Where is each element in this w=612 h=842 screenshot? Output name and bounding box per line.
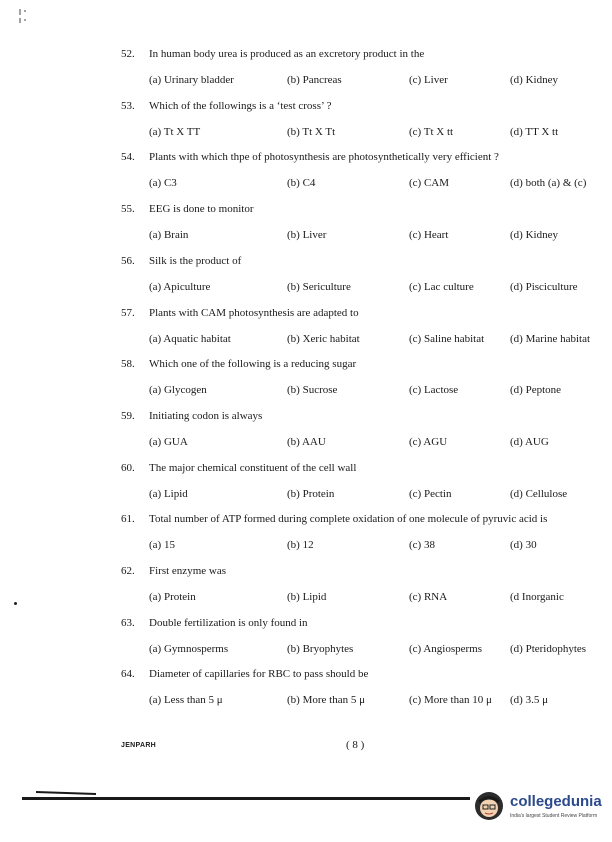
answer-option: (a) Brain (149, 229, 189, 242)
brand-tagline: India's largest Student Review Platform (510, 813, 598, 819)
question-text: Silk is the product of (149, 254, 242, 267)
question-line (0, 666, 612, 682)
exam-code: JENPARH (121, 742, 157, 749)
answer-option: (b) Xeric habitat (287, 332, 360, 345)
question-number: 52. (121, 48, 135, 60)
answer-option: (c) Pectin (409, 487, 452, 500)
question-line (0, 305, 612, 321)
question-line (0, 460, 612, 476)
question-number: 58. (121, 358, 135, 371)
answer-option: (a) Tt X TT (149, 125, 201, 138)
question-number: 54. (121, 151, 135, 164)
answer-option: (d) Peptone (510, 384, 562, 397)
answer-option: (c) Heart (409, 229, 449, 242)
question-text: The major chemical constituent of the cell wall (149, 461, 357, 474)
answer-option: (d) Pteridophytes (510, 642, 587, 655)
answer-option: (b) Tt X Tt (287, 125, 336, 138)
answer-option: (d) Kidney (510, 74, 558, 86)
answer-option: (b) Pancreas (287, 74, 342, 86)
answer-option: (d) AUG (510, 435, 549, 448)
question-text: Plants with CAM photosynthesis are adapted to (149, 306, 359, 319)
question-line (0, 615, 612, 631)
answer-option: (b) Bryophytes (287, 642, 354, 655)
answer-option: (b) C4 (287, 177, 316, 190)
question-line (0, 356, 612, 372)
answer-option: (b) Sucrose (287, 384, 338, 397)
question-number: 57. (121, 306, 135, 319)
answer-option: (b) AAU (287, 435, 326, 448)
answer-option: (a) Protein (149, 591, 196, 603)
answer-option: (b) Sericulture (287, 280, 351, 293)
answer-option: (b) Liver (287, 229, 327, 242)
answer-option: (d) 3.5 μ (510, 694, 548, 707)
question-number: 56. (121, 254, 135, 267)
question-text: Diameter of capillaries for RBC to pass should be (149, 668, 369, 681)
question-number: 60. (121, 461, 135, 474)
question-text: Initiating codon is always (149, 409, 263, 422)
brand-name: collegedunia (510, 793, 602, 810)
answer-option: (c) Angiosperms (409, 642, 483, 655)
answer-option: (d) Pisciculture (510, 280, 578, 293)
question-text: Which one of the following is a reducing sugar (149, 358, 357, 371)
answer-option: (a) Urinary bladder (149, 74, 234, 86)
question-line (0, 563, 612, 579)
corner-mark-icon (18, 8, 28, 24)
answer-option: (d) Kidney (510, 229, 558, 242)
answer-option: (a) Lipid (149, 487, 188, 500)
footer-rule-stroke (36, 791, 96, 795)
answer-option: (a) Less than 5 μ (149, 694, 223, 707)
brand-logo-icon (474, 791, 504, 821)
answer-option: (c) 38 (409, 539, 435, 552)
answer-option: (b) Lipid (287, 591, 327, 603)
answer-option: (c) Tt X tt (409, 125, 454, 138)
question-text: Plants with which thpe of photosynthesis are photosynthetically very efficient ? (149, 151, 499, 164)
answer-option: (c) Lac culture (409, 280, 474, 293)
answer-option: (b) 12 (287, 539, 314, 552)
question-line (0, 253, 612, 269)
brand-watermark (470, 787, 610, 827)
page-number: ( 8 ) (346, 739, 365, 751)
answer-option: (d) both (a) & (c) (510, 177, 587, 190)
answer-option: (c) RNA (409, 591, 448, 603)
answer-option: (c) AGU (409, 435, 448, 448)
question-number: 53. (121, 99, 135, 112)
answer-option: (d) Marine habitat (510, 332, 591, 345)
question-number: 61. (121, 513, 135, 526)
question-text: In human body urea is produced as an excretory product in the (149, 48, 425, 60)
question-line (0, 511, 612, 527)
answer-option: (a) C3 (149, 177, 177, 190)
answer-option: (c) Liver (409, 74, 448, 86)
footer-rule (22, 797, 470, 800)
question-line (0, 98, 612, 114)
question-number: 62. (121, 565, 135, 577)
question-number: 63. (121, 616, 135, 629)
question-line (0, 46, 612, 62)
answer-option: (a) Aquatic habitat (149, 332, 231, 345)
question-number: 64. (121, 668, 135, 681)
question-line (0, 408, 612, 424)
question-number: 59. (121, 409, 135, 422)
answer-option: (b) Protein (287, 487, 335, 500)
answer-option: (d Inorganic (510, 591, 564, 603)
stray-mark (14, 602, 17, 605)
question-text: Total number of ATP formed during complete oxidation of one molecule of pyruvic acid is (149, 513, 548, 526)
question-text: Which of the followings is a ‘test cross’ ? (149, 99, 332, 112)
answer-option: (a) Glycogen (149, 384, 207, 397)
answer-option: (d) 30 (510, 539, 537, 552)
answer-option: (c) More than 10 μ (409, 694, 492, 707)
answer-option: (d) Cellulose (510, 487, 568, 500)
answer-option: (c) Lactose (409, 384, 459, 397)
answer-option: (c) Saline habitat (409, 332, 485, 345)
question-number: 55. (121, 203, 135, 216)
question-line (0, 201, 612, 217)
question-text: Double fertilization is only found in (149, 616, 308, 629)
answer-option: (a) Gymnosperms (149, 642, 229, 655)
question-text: EEG is done to monitor (149, 203, 254, 216)
answer-option: (a) Apiculture (149, 280, 211, 293)
answer-option: (a) 15 (149, 539, 175, 552)
question-line (0, 149, 612, 165)
answer-option: (b) More than 5 μ (287, 694, 365, 707)
answer-option: (d) TT X tt (510, 125, 559, 138)
question-text: First enzyme was (149, 565, 226, 577)
answer-option: (a) GUA (149, 435, 188, 448)
answer-option: (c) CAM (409, 177, 450, 190)
